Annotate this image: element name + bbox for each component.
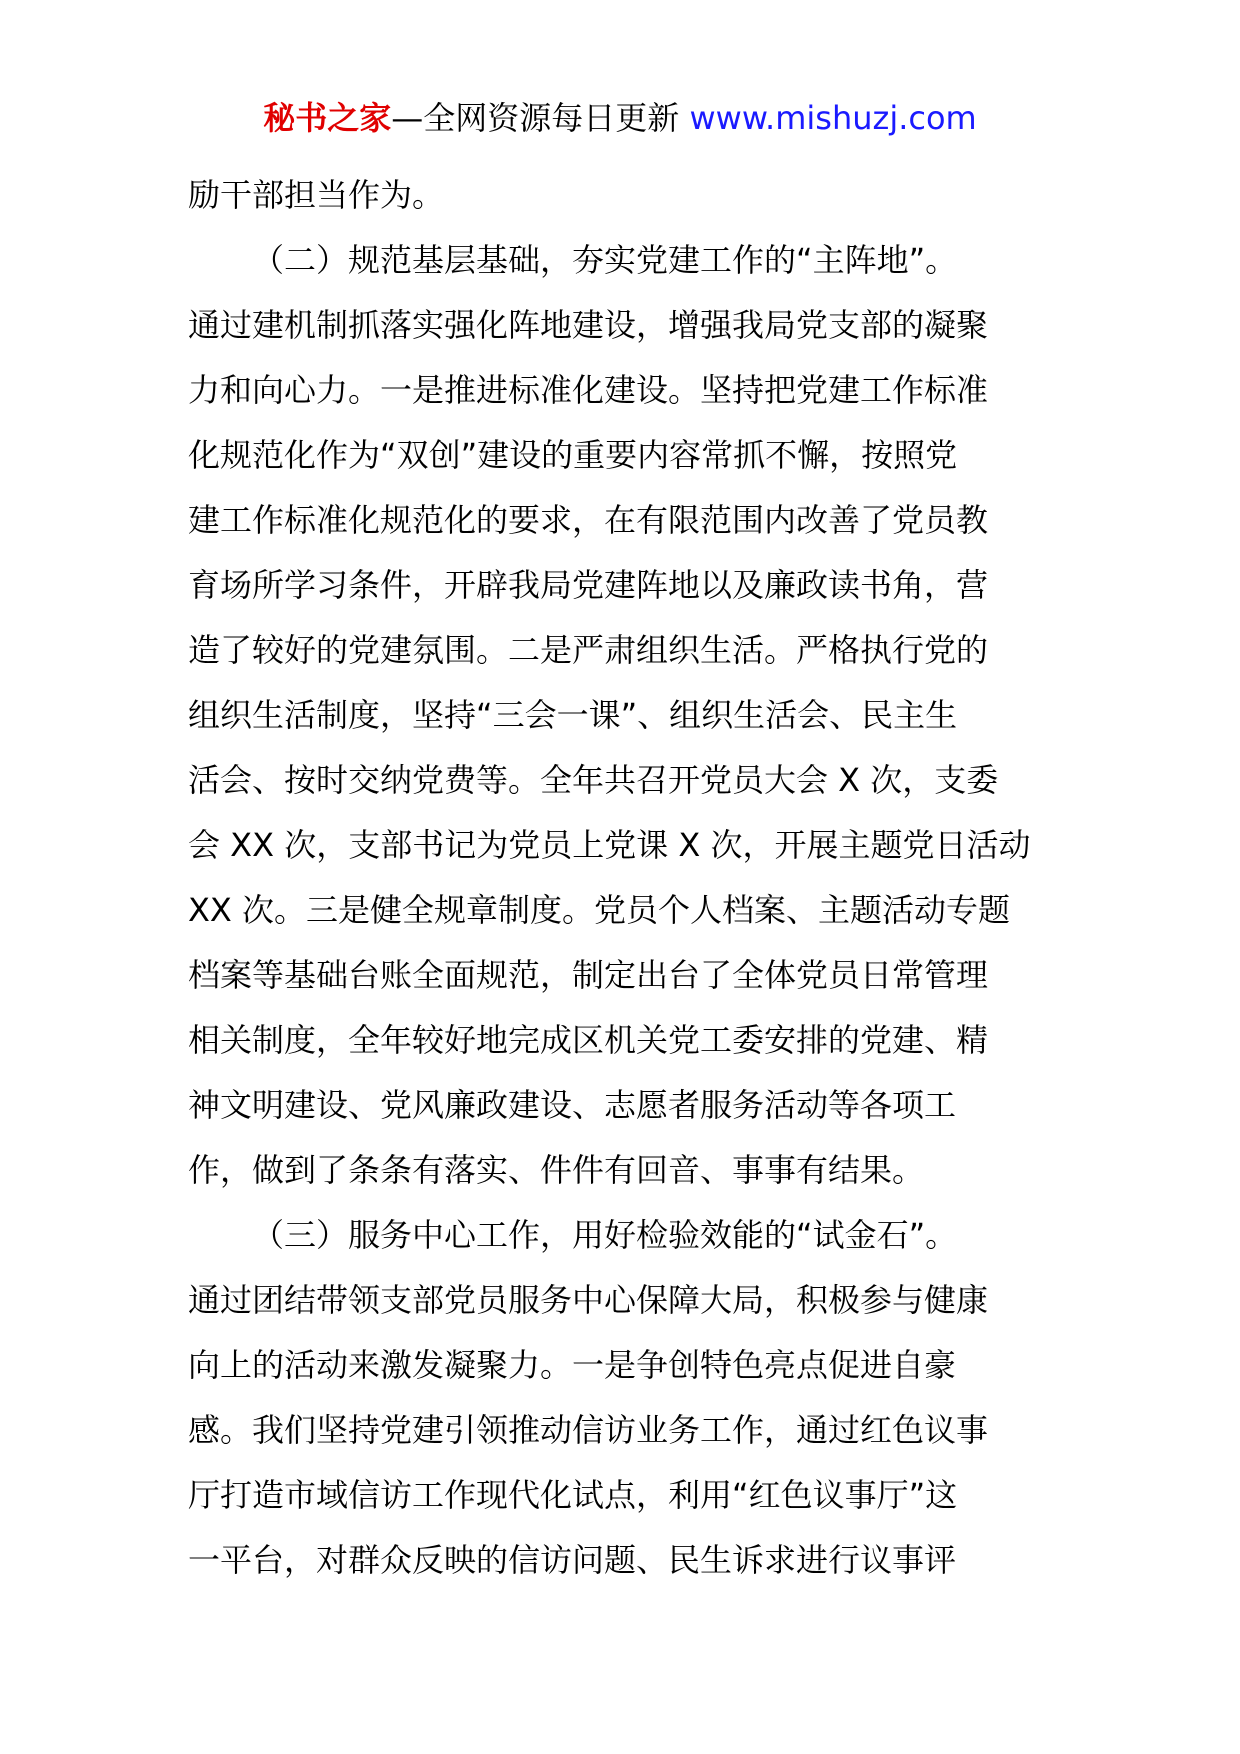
text-line: 感。我们坚持党建引领推动信访业务工作，通过红色议事 xyxy=(188,1411,989,1449)
text-line: 励干部担当作为。 xyxy=(188,176,445,214)
text-line: 活会、按时交纳党费等。全年共召开党员大会 X 次，支委 xyxy=(188,761,999,799)
site-header xyxy=(0,96,1240,140)
text-line: 通过团结带领支部党员服务中心保障大局，积极参与健康 xyxy=(188,1281,989,1319)
section-heading-3: （三）服务中心工作，用好检验效能的“试金石”。 xyxy=(252,1216,958,1254)
text-line: 造了较好的党建氛围。二是严肃组织生活。严格执行党的 xyxy=(188,631,989,669)
text-line: 建工作标准化规范化的要求，在有限范围内改善了党员教 xyxy=(188,501,989,539)
text-line: 通过建机制抓落实强化阵地建设，增强我局党支部的凝聚 xyxy=(188,306,989,344)
text-line: 神文明建设、党风廉政建设、志愿者服务活动等各项工 xyxy=(188,1086,957,1124)
text-line: 作，做到了条条有落实、件件有回音、事事有结果。 xyxy=(188,1151,925,1189)
text-line: 会 XX 次，支部书记为党员上党课 X 次，开展主题党日活动 xyxy=(188,826,1031,864)
header-slogan: —全网资源每日更新 xyxy=(391,99,690,137)
text-line: 力和向心力。一是推进标准化建设。坚持把党建工作标准 xyxy=(188,371,989,409)
text-line: 育场所学习条件，开辟我局党建阵地以及廉政读书角，营 xyxy=(188,566,989,604)
site-url-link[interactable]: www.mishuzj.com xyxy=(689,99,977,137)
section-heading-2: （二）规范基层基础，夯实党建工作的“主阵地”。 xyxy=(252,241,958,279)
text-line: 向上的活动来激发凝聚力。一是争创特色亮点促进自豪 xyxy=(188,1346,957,1384)
text-line: 相关制度，全年较好地完成区机关党工委安排的党建、精 xyxy=(188,1021,989,1059)
text-line: 档案等基础台账全面规范，制定出台了全体党员日常管理 xyxy=(188,956,989,994)
text-line: 厅打造市域信访工作现代化试点，利用“红色议事厅”这 xyxy=(188,1476,958,1514)
brand-name: 秘书之家 xyxy=(263,99,392,137)
text-line: 化规范化作为“双创”建设的重要内容常抓不懈，按照党 xyxy=(188,436,958,474)
document-body xyxy=(188,163,1058,1593)
text-line: 组织生活制度，坚持“三会一课”、组织生活会、民主生 xyxy=(188,696,958,734)
text-line: XX 次。三是健全规章制度。党员个人档案、主题活动专题 xyxy=(188,891,1011,929)
text-line: 一平台，对群众反映的信访问题、民生诉求进行议事评 xyxy=(188,1541,957,1579)
